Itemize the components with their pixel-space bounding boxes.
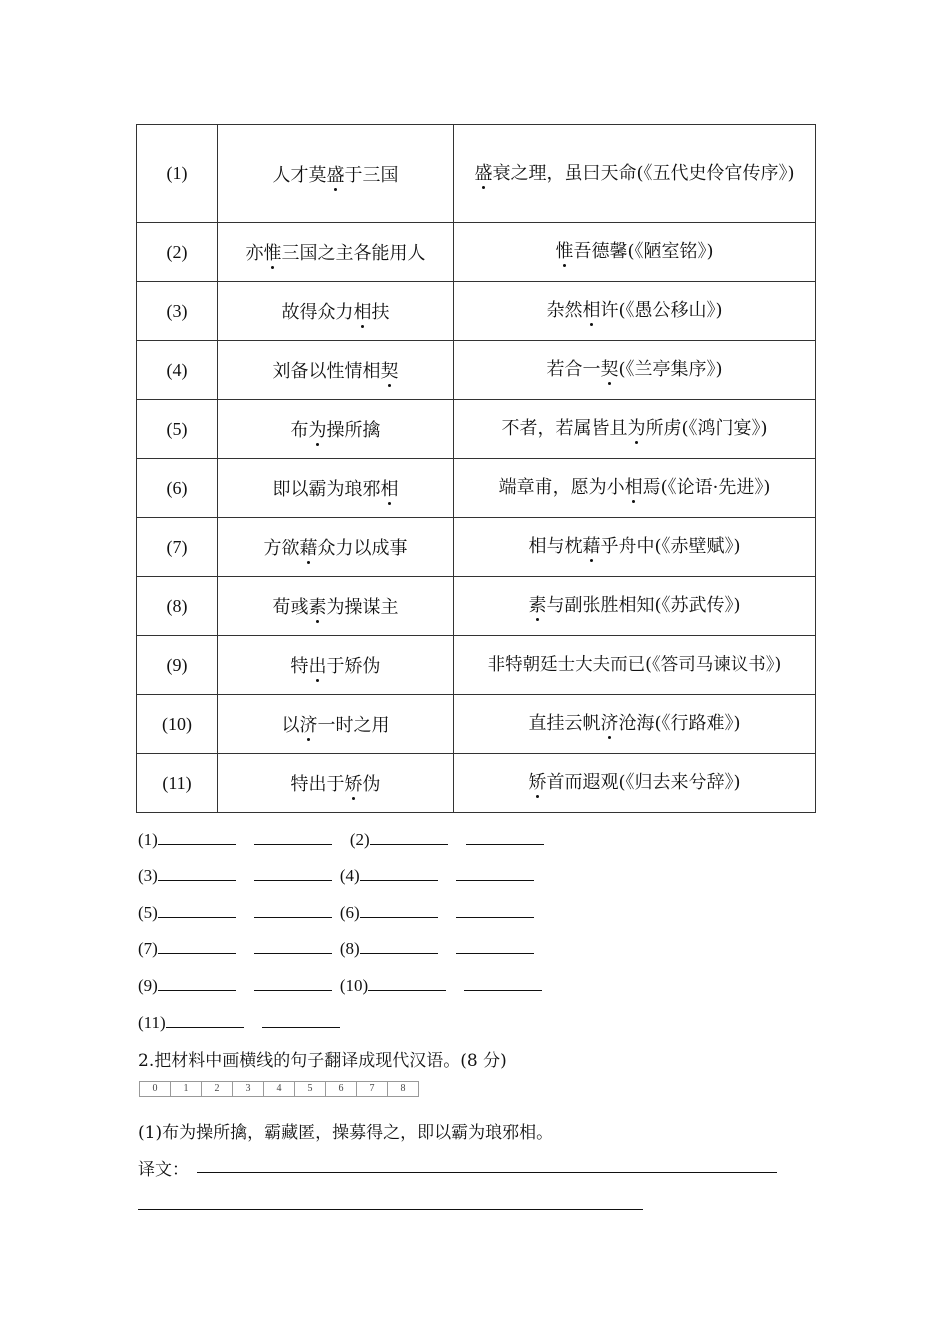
answer-blank[interactable]	[368, 975, 446, 991]
sentence-a: 方欲藉众力以成事	[218, 518, 454, 577]
table-row	[137, 282, 816, 341]
row-number: (10)	[137, 695, 218, 754]
answer-blank[interactable]	[254, 829, 332, 845]
answer-blank[interactable]	[466, 829, 544, 845]
score-cell[interactable]: 6	[326, 1082, 357, 1096]
score-cell[interactable]: 2	[202, 1082, 233, 1096]
sentence-to-translate: (1)布为操所擒，霸藏匿，操募得之，即以霸为琅邪相。	[138, 1123, 554, 1143]
question-2: 2.把材料中画横线的句子翻译成现代汉语。(8 分)	[138, 1051, 507, 1071]
sentence-b: 相与枕藉乎舟中(《赤壁赋》)	[454, 518, 816, 577]
answer-blank[interactable]	[360, 902, 438, 918]
score-cell[interactable]: 7	[357, 1082, 388, 1096]
row-number: (2)	[137, 223, 218, 282]
translation-answer-line[interactable]	[138, 1209, 643, 1210]
answer-blank[interactable]	[166, 1012, 244, 1028]
row-number: (6)	[137, 459, 218, 518]
sentence-b: 杂然相许(《愚公移山》)	[454, 282, 816, 341]
answer-label: (11)	[138, 1013, 166, 1032]
answer-label: (7)	[138, 939, 158, 958]
answer-blank[interactable]	[464, 975, 542, 991]
answer-blank[interactable]	[254, 902, 332, 918]
table-row	[137, 223, 816, 282]
sentence-a: 特出于矫伪	[218, 754, 454, 813]
answer-blank[interactable]	[254, 865, 332, 881]
sentence-a: 故得众力相扶	[218, 282, 454, 341]
answer-label: (9)	[138, 976, 158, 995]
answer-line	[138, 865, 534, 886]
table-row	[137, 577, 816, 636]
table-row	[137, 636, 816, 695]
table-row	[137, 459, 816, 518]
answer-blank[interactable]	[158, 938, 236, 954]
sentence-b: 非特朝廷士大夫而已(《答司马谏议书》)	[454, 636, 816, 695]
table-row	[137, 341, 816, 400]
row-number: (3)	[137, 282, 218, 341]
table-row	[137, 125, 816, 223]
answer-blank[interactable]	[456, 865, 534, 881]
sentence-b: 直挂云帆济沧海(《行路难》)	[454, 695, 816, 754]
answer-label: (8)	[339, 939, 360, 958]
answer-blank[interactable]	[254, 938, 332, 954]
answer-blank[interactable]	[262, 1012, 340, 1028]
answer-line	[138, 938, 534, 959]
sentence-b: 惟吾德馨(《陋室铭》)	[454, 223, 816, 282]
sentence-a: 亦惟三国之主各能用人	[218, 223, 454, 282]
answer-blank[interactable]	[360, 865, 438, 881]
row-number: (5)	[137, 400, 218, 459]
table-row	[137, 754, 816, 813]
answer-line	[138, 902, 534, 923]
table-row	[137, 518, 816, 577]
answer-blank[interactable]	[158, 865, 236, 881]
answer-label: (6)	[339, 903, 360, 922]
sentence-b: 素与副张胜相知(《苏武传》)	[454, 577, 816, 636]
sentence-a: 以济一时之用	[218, 695, 454, 754]
score-cell[interactable]: 4	[264, 1082, 295, 1096]
score-cell[interactable]: 0	[140, 1082, 171, 1096]
answer-blank[interactable]	[254, 975, 332, 991]
word-comparison-table	[136, 124, 816, 813]
sentence-b: 盛衰之理，虽曰天命(《五代史伶官传序》)	[454, 125, 816, 223]
row-number: (8)	[137, 577, 218, 636]
translation-answer-line[interactable]	[197, 1172, 777, 1173]
sentence-b: 端章甫，愿为小相焉(《论语·先进》)	[454, 459, 816, 518]
score-cell[interactable]: 3	[233, 1082, 264, 1096]
score-cell[interactable]: 5	[295, 1082, 326, 1096]
translation-label: 译文：	[138, 1160, 189, 1180]
sentence-b: 矫首而遐观(《归去来兮辞》)	[454, 754, 816, 813]
sentence-a: 刘备以性情相契	[218, 341, 454, 400]
answer-line	[138, 975, 542, 996]
sentence-a: 人才莫盛于三国	[218, 125, 454, 223]
row-number: (11)	[137, 754, 218, 813]
row-number: (7)	[137, 518, 218, 577]
table-row	[137, 400, 816, 459]
answer-blank[interactable]	[158, 902, 236, 918]
answer-label: (2)	[349, 830, 370, 849]
answer-line	[138, 1012, 340, 1033]
answer-label: (10)	[339, 976, 369, 995]
sentence-a: 布为操所擒	[218, 400, 454, 459]
answer-blank[interactable]	[360, 938, 438, 954]
score-cell[interactable]: 8	[400, 1083, 406, 1094]
answer-label: (5)	[138, 903, 158, 922]
sentence-b: 若合一契(《兰亭集序》)	[454, 341, 816, 400]
answer-blank[interactable]	[158, 975, 236, 991]
answer-blank[interactable]	[370, 829, 448, 845]
answer-blank[interactable]	[456, 902, 534, 918]
answer-label: (3)	[138, 866, 158, 885]
row-number: (4)	[137, 341, 218, 400]
sentence-b: 不者，若属皆且为所虏(《鸿门宴》)	[454, 400, 816, 459]
score-scale	[139, 1081, 419, 1097]
answer-blank[interactable]	[158, 829, 236, 845]
answer-blank[interactable]	[456, 938, 534, 954]
sentence-a: 荀彧素为操谋主	[218, 577, 454, 636]
sentence-a: 即以霸为琅邪相	[218, 459, 454, 518]
answer-label: (4)	[339, 866, 360, 885]
answer-line	[138, 829, 544, 850]
row-number: (1)	[137, 125, 218, 223]
table-row	[137, 695, 816, 754]
sentence-a: 特出于矫伪	[218, 636, 454, 695]
row-number: (9)	[137, 636, 218, 695]
answer-label: (1)	[138, 830, 158, 849]
score-cell[interactable]: 1	[171, 1082, 202, 1096]
